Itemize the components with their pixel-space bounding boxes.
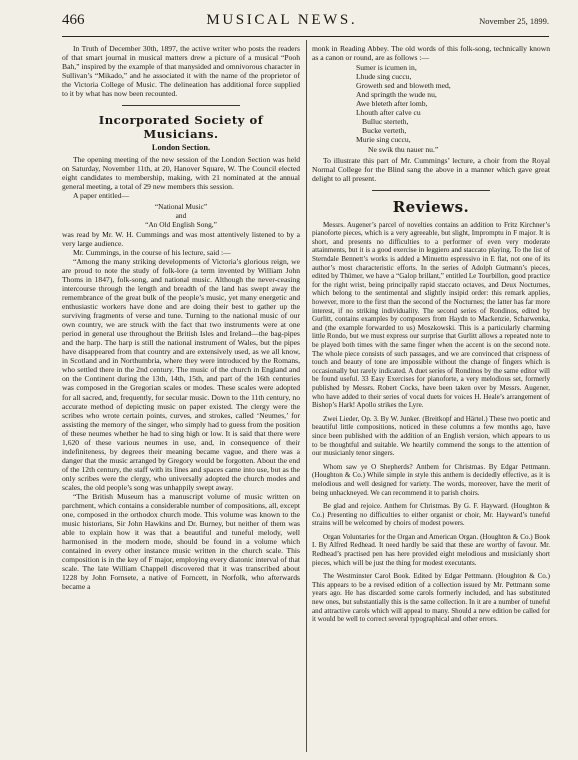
lecture-said-paragraph: Mr. Cummings, in the course of his lecture, said :— [73, 247, 231, 257]
review-organ-voluntaries: Organ Voluntaries for the Organ and American Organ. (Houghton & Co.) Book I. By Alfred Redhead. It need hardly be said that these are worthy of favour. Mr. Redhead’s practised pen has here provided eight melodious and musicianly short pieces, which will be just the thing for modest executants. [312, 532, 550, 567]
masthead-title: MUSICAL NEWS. [206, 12, 358, 28]
verse-line: Lhouth after calve cu [356, 108, 421, 118]
choir-paragraph: To illustrate this part of Mr. Cummings’ lecture, a choir from the Royal Normal College for the Blind sang the above in a manner which gave great delight to all present. [312, 155, 550, 183]
verse-line: And springth the wude nu, [356, 90, 437, 100]
british-museum-paragraph: “The British Museum has a manuscript volume of music written on parchment, which contains a considerable number of compositions, all, except one, composed in the orthodox church mode. This volume was known to the music historians, Sir John Hawkins and Dr. Burney, but neither of them was able to explain how it was that a beautiful and tuneful melody, well harmonised in the modern mode, should be found in a volume which contained in every other instance music written in the church scale. This composition is in the key of F major, employing every diatonic interval of that scale. The late William Chappell discovered that it was transcribed about 1228 by John Fornsete, a native of Forncett, in Norfolk, who afterwards became a [62, 492, 300, 592]
folk-song-verse [356, 63, 550, 153]
reviews-heading: Reviews. [392, 197, 470, 216]
verse-line: Bucke verteth, [362, 126, 407, 136]
section-subheading: London Section. [151, 143, 211, 153]
reviews-body [312, 221, 550, 624]
paper-title-2: “An Old English Song,” [145, 219, 217, 229]
issue-date: November 25, 1899. [479, 16, 549, 26]
intro-paragraph: In Truth of December 30th, 1897, the active writer who posts the readers of that smart journal in musical matters drew a picture of a musical “Pooh Bah,” inspired by the example of that manysided and omnivorous character in Sullivan’s “Mikado,” and he associated it with the name of the proprietor of the Victoria College of Music. The delineation has additional force supplied to it by what has now been recounted. [62, 44, 300, 99]
opening-meeting-paragraph: The opening meeting of the new session of the London Section was held on Saturday, November 11th, at 20, Hanover Square, W. The Council elected eight candidates to membership, making, with 21 nominated at the annual general meeting, a total of 29 new members this session. [62, 155, 300, 192]
review-whom-saw-ye: Whom saw ye O Shepherds? Anthem for Christmas. By Edgar Pettmann. (Houghton & Co.) While simple in style this anthem is decidedly effective, as it is melodious and well designed for variety. The words, moreover, have the merit of being unhackneyed. We can recommend it to parish choirs. [312, 462, 550, 497]
review-be-glad: Be glad and rejoice. Anthem for Christmas. By G. F. Hayward. (Houghton & Co.) Presenting no difficulties to either organist or choir, Mr. Hayward’s tuneful strains will be welcomed by choirs of modest powers. [312, 502, 550, 528]
verse-line: Ne swik thu nauer nu.” [368, 144, 439, 154]
page-header [62, 12, 549, 37]
verse-line: Murie sing cuccu, [356, 135, 411, 145]
society-heading: Incorporated Society of Musicians. [98, 113, 264, 142]
review-zwei-lieder: Zwei Lieder, Op. 3. By W. Junker. (Breitkopf and Härtel.) These two poetic and beautiful little compositions, noticed in these columns a few months ago, have since been published with the addition of an English version, which appears to us to be thoughtful and suitable. We heartily commend the songs to the attention of our musicianly tenor singers. [312, 414, 550, 458]
continuation-paragraph: monk in Reading Abbey. The old words of this folk-song, technically known as a canon or round, are as follows :— [312, 44, 550, 63]
right-column [312, 44, 550, 752]
section-divider [372, 190, 490, 191]
verse-line: Bulluc sterteth, [362, 117, 409, 127]
verse-line: Sumer is icumen in, [356, 63, 417, 73]
lecture-reader-paragraph: was read by Mr. W. H. Cummings and was most attentively listened to by a very large audience. [62, 229, 300, 248]
page-number: 466 [62, 12, 85, 28]
verse-line: Awe bleteth after lomb, [356, 99, 428, 109]
section-divider [122, 105, 240, 106]
paper-intro: A paper entitled— [73, 191, 130, 201]
review-westminster-carol-book: The Westminster Carol Book. Edited by Edgar Pettmann. (Houghton & Co.) This appears to be a revised edition of a collection issued by Mr. Pettmann some years ago. He has discarded some carols formerly included, and has substituted new ones, but substantially this is the same collection. In it are a number of tuneful and attractive carols which will appeal to many. Should a new edition be called for it would be well to correct several typographical and other errors. [312, 572, 550, 624]
lecture-body-paragraph: “Among the many striking developments of Victoria’s glorious reign, we are proud to note the study of folk-lore (a term invented by William John Thoms in 1847), folk-song, and national music. Although the never-ceasing intercourse through the length and breadth of the land has swept away the remembrance of the great bulk of the people’s music, yet many energetic and enthusiastic workers have done and are doing their best to gather up the surviving fragments of verse and tune. Turning to the national music of our own country, we are struck with the fact that two instruments were at one period in general use throughout the British Isles and Ireland—the bag-pipes and the harp. The harp is still the national instrument of Wales, but the pipes have disappeared from that country and are extensively used, as we all know, in Scotland and in Northumbria, where they were introduced by the Romans, who settled there in the 2nd century. The music of the church in England and on the Continent during the 13th, 14th, 15th, and part of the 16th centuries was composed in the Gregorian scales or modes. These scales were adopted for all sacred, and, frequently, for secular music. Down to the 11th century, no accurate method of depicting music on paper existed. The clergy were the scribes who wrote certain points, curves, and strokes, called ‘Neumes,’ for assisting the memory of the singer, who simply had to guess from the position of these neumes whether he had to sing high or low. It is said that there were 1,620 of these various neumes in use, and, in consequence of their indefiniteness, by degrees their meaning became vague, and there was a danger that the music arranged by Gregory would be forgotten. About the end of the 12th century, the staff with its lines and spaces came into use, but as the only scribes were the clergy, who universally adopted the church modes and scales, the old people’s song was unhappily swept away. [62, 256, 300, 492]
review-augener: Messrs. Augener’s parcel of novelties contains an addition to Fritz Kirchner’s pianoforte pieces, which is a very agreeable, but slight, Impromptu in F major. It is short, and presents no difficulties to a performer of even very moderate attainments, but it is a good exercise in leggiero and staccato playing. To the list of Sterndale Bennett’s works is added a Minuetto espressivo in E flat, not one of its author’s most characteristic efforts. In the series of Adolph Gutmann’s pieces, edited by Thümer, we have a “Galop brillant,” entitled Le Tourbillon, good practice for the right wrist, being principally rapid staccato octaves, and Deux Nocturnes, which belong to the sentimental and slightly insipid order: this remark applies, however, more to the first than the second of the Nocturnes; the latter has far more interest, if no striking individuality. The second series of Rondinos, edited by Gurlitt, contains examples by composers from Haydn to Mackenzie, Scharwenka, and (the example forwarded to us) Moszkowski. This is a particularly charming little Rondo, but we must express our surprise that Gurlitt allows a repeated note to be played both times with the same finger when the accent is on the second note. The whole piece consists of such passages, and we are convinced that crispness of touch and beauty of tone are impossible without the change of fingers which is occasionally but rarely indicated. A duet series of Rondinos by the same editor will be found useful. 33 Easy Exercises for pianoforte, a very melodious set, formerly published by Messrs. Robert Cocks, have been taken over by Messrs. Augener, who have added to their series of vocal duets for voices H. Heale’s arrangement of Bishop’s Hark! Apollo strikes the Lyre. [312, 220, 550, 410]
verse-line: Groweth sed and bloweth med, [356, 81, 451, 91]
paper-title-and: and [175, 210, 187, 220]
left-column [62, 44, 300, 752]
paper-title-1: “National Music” [154, 201, 208, 211]
column-divider [306, 40, 307, 752]
paper-titles [62, 202, 300, 229]
verse-line: Lhude sing cuccu, [356, 72, 412, 82]
